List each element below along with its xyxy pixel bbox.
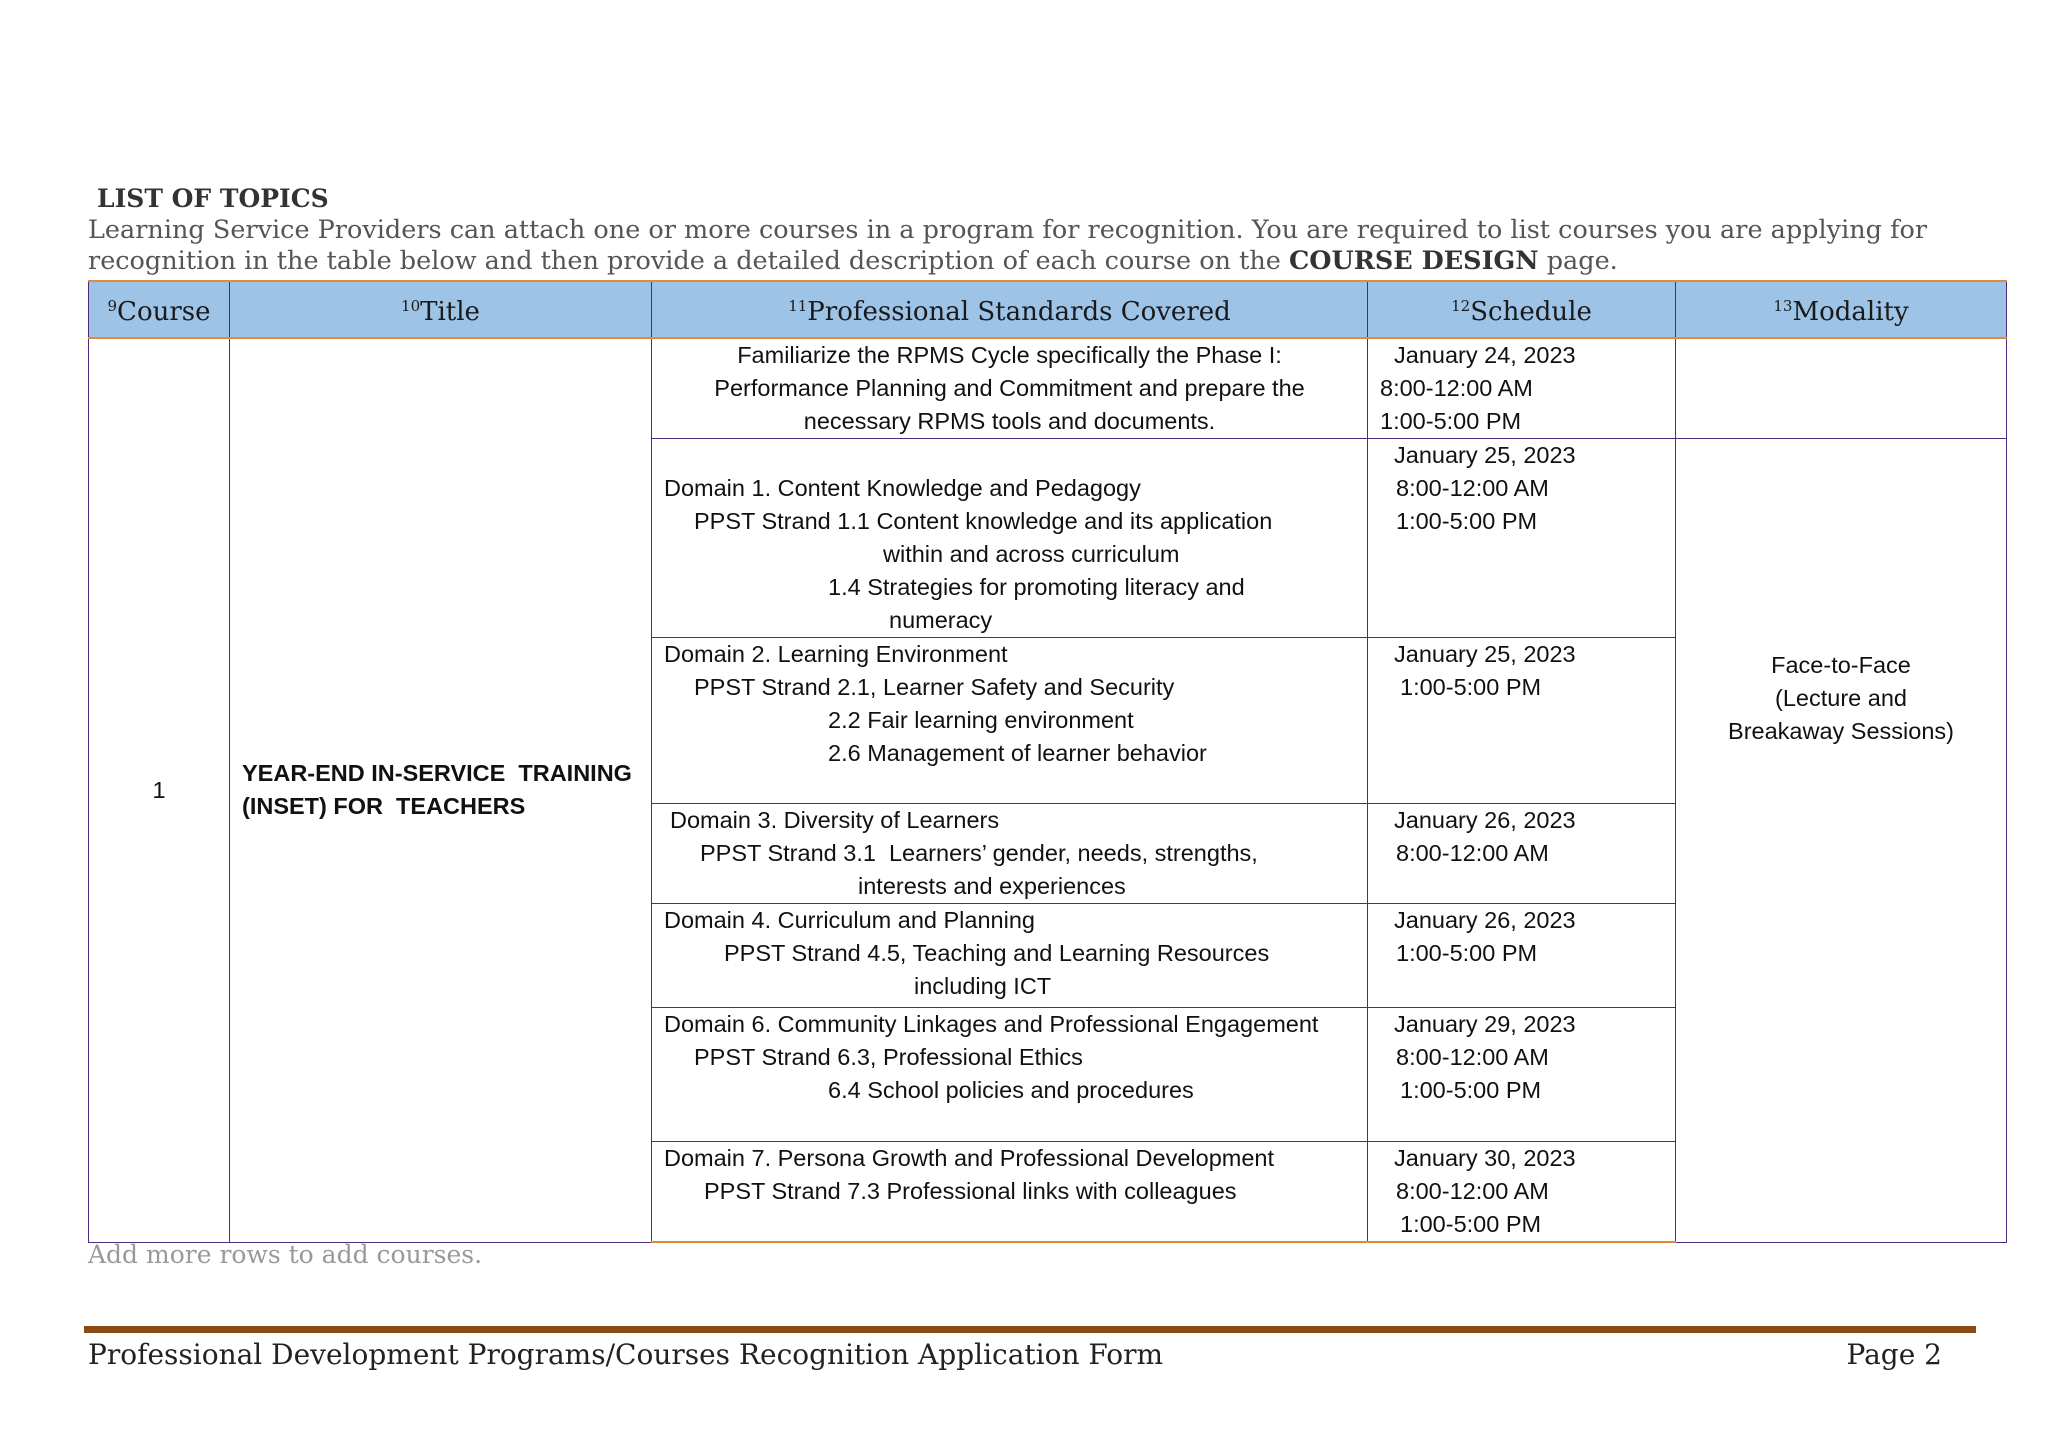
schedule-line: 1:00-5:00 PM (1380, 408, 1522, 434)
modality-line: Breakaway Sessions) (1728, 718, 1954, 744)
standards-line: Domain 6. Community Linkages and Professional Engagement (664, 1011, 1319, 1037)
header-title (230, 281, 652, 338)
standards-line: 2.6 Management of learner behavior (828, 740, 1207, 766)
schedule-line: January 25, 2023 (1394, 641, 1576, 667)
schedule-line: 8:00-12:00 AM (1396, 840, 1549, 866)
schedule-line: January 26, 2023 (1394, 807, 1576, 833)
table-row (89, 338, 2007, 439)
standards-line: necessary RPMS tools and documents. (803, 408, 1216, 434)
header-standards-num: 11 (788, 297, 808, 315)
standards-cell (652, 638, 1368, 804)
intro-paragraph (88, 215, 2018, 277)
modality-line: Face-to-Face (1771, 652, 1911, 678)
schedule-line: 1:00-5:00 PM (1400, 1211, 1542, 1237)
standards-cell (652, 804, 1368, 904)
schedule-line: January 29, 2023 (1394, 1011, 1576, 1037)
header-modality-label: Modality (1792, 297, 1909, 327)
modality-line: (Lecture and (1775, 685, 1907, 711)
standards-cell (652, 904, 1368, 1008)
footer-title: Professional Development Programs/Courses Recognition Application Form (88, 1338, 1164, 1371)
standards-line: Domain 1. Content Knowledge and Pedagogy (664, 475, 1141, 501)
course-title-line: YEAR-END IN-SERVICE TRAINING (242, 760, 632, 787)
schedule-line: 8:00-12:00 AM (1380, 375, 1533, 401)
schedule-line: 8:00-12:00 AM (1396, 1178, 1549, 1204)
standards-line: including ICT (914, 973, 1052, 999)
intro-text-2: page. (1538, 246, 1618, 276)
header-course (89, 281, 230, 338)
standards-line: PPST Strand 1.1 Content knowledge and its application (694, 508, 1273, 534)
schedule-line: 1:00-5:00 PM (1396, 940, 1538, 966)
header-schedule (1368, 281, 1676, 338)
schedule-cell (1368, 439, 1676, 638)
modality-cell-first (1676, 338, 2007, 439)
table-header-row (89, 281, 2007, 338)
schedule-line: 1:00-5:00 PM (1396, 508, 1538, 534)
standards-cell (652, 1008, 1368, 1142)
schedule-cell (1368, 1008, 1676, 1142)
header-title-num: 10 (401, 297, 421, 315)
schedule-line: January 26, 2023 (1394, 907, 1576, 933)
standards-line: Domain 4. Curriculum and Planning (664, 907, 1035, 933)
standards-line: PPST Strand 4.5, Teaching and Learning Resources (724, 940, 1270, 966)
standards-line: 2.2 Fair learning environment (828, 707, 1134, 733)
standards-line: PPST Strand 6.3, Professional Ethics (694, 1044, 1083, 1070)
intro-bold-course-design: COURSE DESIGN (1288, 246, 1539, 276)
page-number: Page 2 (1846, 1338, 1942, 1371)
schedule-cell (1368, 904, 1676, 1008)
header-modality (1676, 281, 2007, 338)
standards-line: Performance Planning and Commitment and prepare the (714, 375, 1305, 401)
schedule-cell (1368, 638, 1676, 804)
schedule-line: 1:00-5:00 PM (1400, 1077, 1542, 1103)
schedule-cell (1368, 1142, 1676, 1243)
standards-line: 6.4 School policies and procedures (828, 1077, 1194, 1103)
header-course-label: Course (117, 297, 211, 327)
header-schedule-label: Schedule (1470, 297, 1592, 327)
header-standards-label: Professional Standards Covered (807, 297, 1231, 327)
header-title-label: Title (420, 297, 480, 327)
standards-cell (652, 1142, 1368, 1243)
standards-line: within and across curriculum (883, 541, 1180, 567)
standards-line: PPST Strand 2.1, Learner Safety and Security (694, 674, 1175, 700)
schedule-cell (1368, 804, 1676, 904)
schedule-line: 1:00-5:00 PM (1400, 674, 1542, 700)
course-title-line: (INSET) FOR TEACHERS (242, 793, 526, 820)
modality-cell (1676, 439, 2007, 1243)
schedule-line: 8:00-12:00 AM (1396, 1044, 1549, 1070)
schedule-line: January 30, 2023 (1394, 1145, 1576, 1171)
standards-line: Domain 7. Persona Growth and Professional Development (664, 1145, 1275, 1171)
standards-line: Domain 3. Diversity of Learners (670, 807, 1000, 833)
schedule-cell (1368, 338, 1676, 439)
standards-cell (652, 439, 1368, 638)
header-standards (652, 281, 1368, 338)
course-title-cell (230, 338, 652, 1242)
course-number-cell: 1 (89, 338, 230, 1242)
header-schedule-num: 12 (1451, 297, 1471, 315)
standards-line: PPST Strand 3.1 Learners’ gender, needs, strengths, (700, 840, 1258, 866)
header-modality-num: 13 (1773, 297, 1793, 315)
standards-line: Familiarize the RPMS Cycle specifically the Phase I: (737, 342, 1282, 368)
header-course-num: 9 (107, 297, 118, 315)
standards-line: 1.4 Strategies for promoting literacy and (828, 574, 1245, 600)
section-title: LIST OF TOPICS (97, 184, 329, 213)
schedule-line: January 25, 2023 (1394, 442, 1576, 468)
footer-rule (84, 1326, 1976, 1333)
standards-line: interests and experiences (858, 873, 1126, 899)
standards-line: PPST Strand 7.3 Professional links with colleagues (704, 1178, 1237, 1204)
intro-text-1: Learning Service Providers can attach one or more courses in a program for recognition. You are required to list courses you are applying for recognition in the table below and then provide a detailed description of each course on the (88, 215, 1928, 276)
schedule-line: January 24, 2023 (1394, 342, 1576, 368)
standards-line: numeracy (889, 607, 993, 633)
standards-line: Domain 2. Learning Environment (664, 641, 1008, 667)
topics-table (88, 280, 2007, 1243)
add-rows-note: Add more rows to add courses. (88, 1240, 483, 1269)
schedule-line: 8:00-12:00 AM (1396, 475, 1549, 501)
standards-cell (652, 338, 1368, 439)
